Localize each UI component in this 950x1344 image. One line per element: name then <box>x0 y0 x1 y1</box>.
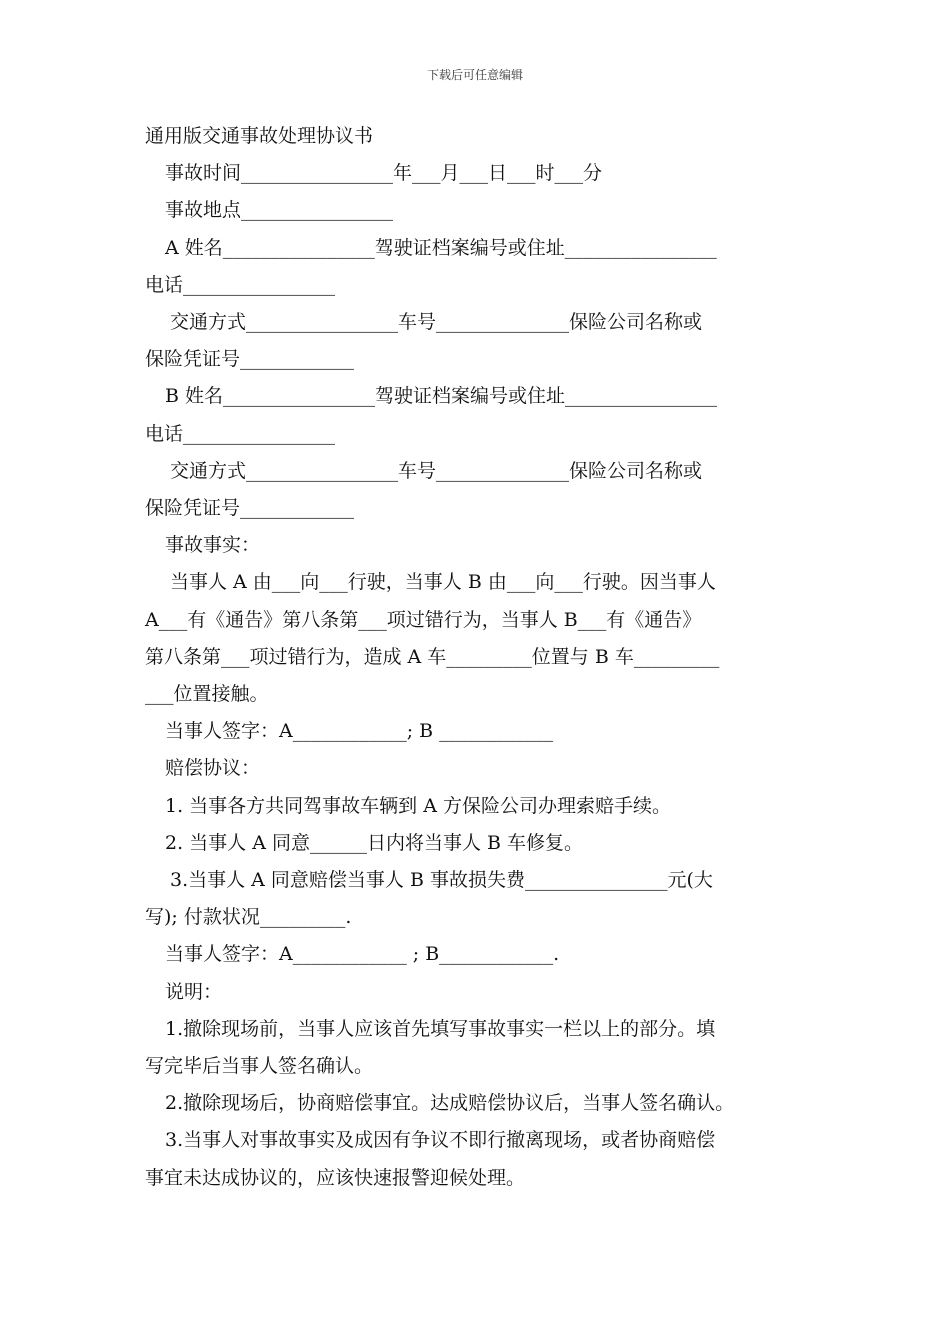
party-b-insurance-line: 保险凭证号____________ <box>145 497 355 520</box>
note-1-cont: 写完毕后当事人签名确认。 <box>145 1055 374 1078</box>
party-a-name-line: A 姓名________________驾驶证档案编号或住址________________ <box>165 236 717 259</box>
facts-line-4: ___位置接触。 <box>145 683 269 706</box>
note-2: 2.撤除现场后，协商赔偿事宜。达成赔偿协议后，当事人签名确认。 <box>165 1092 735 1115</box>
note-1: 1.撤除现场前，当事人应该首先填写事故事实一栏以上的部分。填 <box>165 1017 716 1040</box>
facts-line-2: A___有《通告》第八条第___项过错行为，当事人 B___有《通告》 <box>145 608 702 631</box>
party-b-vehicle-line: 交通方式________________车号______________保险公司名称或 <box>170 459 703 482</box>
signature-line-1: 当事人签字：A____________; B ____________ <box>165 720 554 743</box>
note-3-cont: 事宜未达成协议的，应该快速报警迎候处理。 <box>145 1166 526 1189</box>
notes-heading: 说明： <box>165 980 223 1003</box>
facts-heading: 事故事实： <box>165 534 261 557</box>
facts-line-1: 当事人 A 由___向___行驶，当事人 B 由___向___行驶。因当事人 <box>170 571 716 594</box>
document-title: 通用版交通事故处理协议书 <box>145 125 374 147</box>
accident-time-line: 事故时间________________年___月___日___时___分 <box>165 162 603 185</box>
document-body <box>145 118 825 1197</box>
compensation-item-3: 3.当事人 A 同意赔偿当事人 B 事故损失费_______________元(大 <box>170 869 713 892</box>
facts-line-3: 第八条第___项过错行为，造成 A 车_________位置与 B 车_________ <box>145 645 720 668</box>
party-a-phone-line: 电话________________ <box>145 273 336 296</box>
party-a-insurance-line: 保险凭证号____________ <box>145 348 355 371</box>
compensation-heading: 赔偿协议： <box>165 757 261 780</box>
compensation-item-3-cont: 写); 付款状况_________. <box>145 906 352 929</box>
party-b-phone-line: 电话________________ <box>145 422 336 445</box>
compensation-item-1: 1. 当事各方共同驾事故车辆到 A 方保险公司办理索赔手续。 <box>165 794 671 817</box>
party-a-vehicle-line: 交通方式________________车号______________保险公司名称或 <box>170 311 703 334</box>
party-b-name-line: B 姓名________________驾驶证档案编号或住址________________ <box>165 385 718 408</box>
page-header: 下载后可任意编辑 <box>426 68 523 82</box>
signature-line-2: 当事人签字：A____________ ; B____________. <box>165 943 560 966</box>
accident-location-line: 事故地点________________ <box>165 199 394 222</box>
compensation-item-2: 2. 当事人 A 同意______日内将当事人 B 车修复。 <box>165 831 584 854</box>
note-3: 3.当事人对事故事实及成因有争议不即行撤离现场，或者协商赔偿 <box>165 1129 716 1152</box>
